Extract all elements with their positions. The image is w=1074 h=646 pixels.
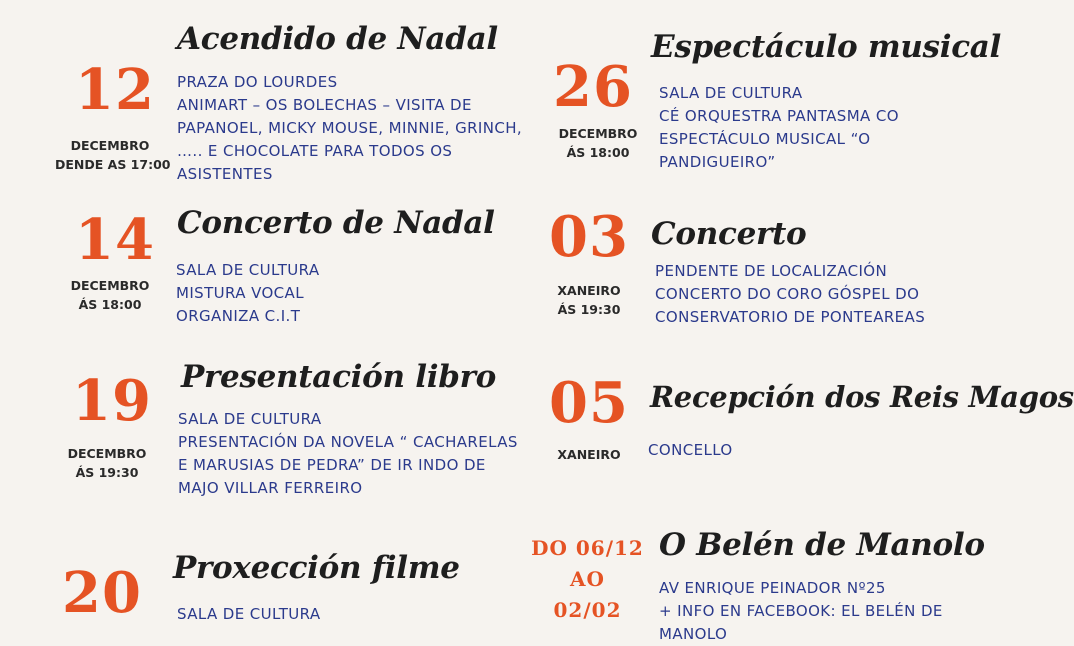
event-details [659,577,943,646]
range-connector: AO [570,567,605,591]
event-title: Acendido de Nadal [177,21,498,57]
detail-line: MANOLO [659,625,728,643]
detail-line: MAJO VILLAR FERREIRO [178,479,363,497]
detail-line: ASISTENTES [177,165,273,183]
detail-line: AV ENRIQUE PEINADOR Nº25 [659,579,886,597]
event-details [176,259,320,328]
detail-line: PAPANOEL, MICKY MOUSE, MINNIE, GRINCH, [177,119,523,137]
event-day: 05 [549,370,629,436]
detail-line: + INFO EN FACEBOOK: EL BELÉN DE [659,602,943,620]
detail-line: E MARUSIAS DE PEDRA” DE IR INDO DE [178,456,486,474]
event-day: 03 [549,204,629,270]
event-month: DECEMBRO [67,446,147,461]
event-day: 14 [75,207,155,273]
event-title: Proxección filme [173,550,460,586]
event-title: Concerto [651,216,807,252]
event-day: 26 [553,54,633,120]
range-end: 02/02 [553,598,622,622]
detail-line: SALA DE CULTURA [177,605,321,623]
event-details [655,260,925,329]
event-title: Espectáculo musical [651,29,1002,65]
detail-line: ORGANIZA C.I.T [176,307,301,325]
event-title: Recepción dos Reis Magos [650,380,1074,414]
detail-line: ESPECTÁCULO MUSICAL “O [659,130,871,148]
event-details [659,82,899,174]
detail-line: ANIMART – OS BOLECHAS – VISITA DE [177,96,472,114]
event-day: 12 [75,57,155,123]
event-time: DENDE AS 17:00 [55,157,171,172]
event-details [648,439,733,462]
event-month: DECEMBRO [558,126,638,141]
event-day: 20 [62,560,142,626]
detail-line: ….. E CHOCOLATE PARA TODOS OS [177,142,453,160]
event-day: 19 [72,368,152,434]
event-title: Presentación libro [181,359,496,395]
range-start: DO 06/12 [531,536,644,560]
event-details [177,71,522,186]
detail-line: CONSERVATORIO DE PONTEAREAS [655,308,926,326]
detail-line: PENDENTE DE LOCALIZACIÓN [655,262,888,280]
event-time: ÁS 18:00 [78,297,142,312]
detail-line: CONCERTO DO CORO GÓSPEL DO [655,285,920,303]
date-range [525,533,650,626]
event-time: ÁS 18:00 [566,145,630,160]
event-time: ÁS 19:30 [75,465,139,480]
event-details [177,603,321,626]
event-title: Concerto de Nadal [177,205,495,241]
detail-line: SALA DE CULTURA [178,410,322,428]
event-month: DECEMBRO [70,278,150,293]
detail-line: MISTURA VOCAL [176,284,304,302]
event-month: XANEIRO [557,283,621,298]
event-title: O Belén de Manolo [659,527,985,563]
event-month: DECEMBRO [70,138,150,153]
detail-line: PANDIGUEIRO” [659,153,776,171]
detail-line: SALA DE CULTURA [176,261,320,279]
detail-line: PRESENTACIÓN DA NOVELA “ CACHARELAS [178,433,518,451]
detail-line: SALA DE CULTURA [659,84,803,102]
event-month: XANEIRO [557,447,621,462]
detail-line: PRAZA DO LOURDES [177,73,338,91]
detail-line: CONCELLO [648,441,733,459]
detail-line: CÉ ORQUESTRA PANTASMA CO [659,107,899,125]
event-time: ÁS 19:30 [557,302,621,317]
event-details [178,408,518,500]
